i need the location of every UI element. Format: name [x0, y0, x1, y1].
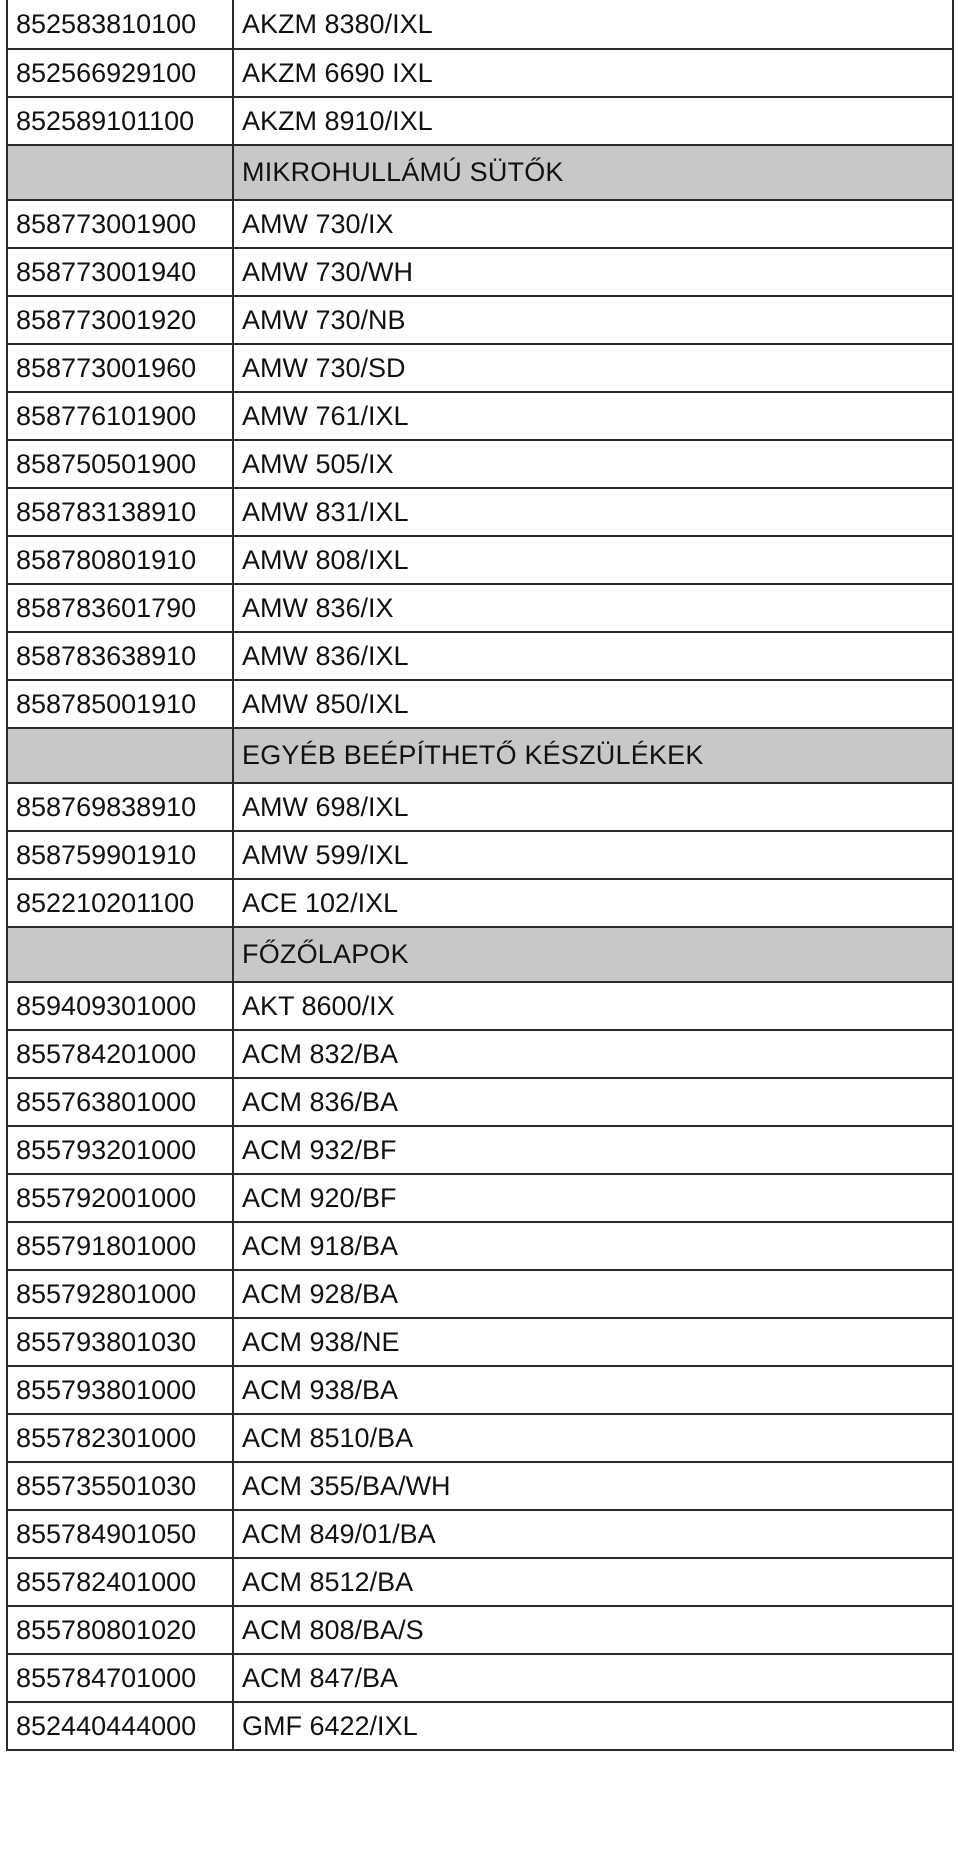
product-code-cell: 855780801020 — [7, 1606, 233, 1654]
model-name-cell: ACM 920/BF — [233, 1174, 953, 1222]
section-code-cell — [7, 145, 233, 200]
product-code-cell: 852210201100 — [7, 879, 233, 927]
model-name-cell: AMW 850/IXL — [233, 680, 953, 728]
product-code-cell: 855735501030 — [7, 1462, 233, 1510]
model-name-cell: ACM 847/BA — [233, 1654, 953, 1702]
model-name-cell: AMW 836/IXL — [233, 632, 953, 680]
table-row — [7, 1318, 953, 1366]
product-code-cell: 858783601790 — [7, 584, 233, 632]
model-name-cell: ACM 849/01/BA — [233, 1510, 953, 1558]
product-code-cell: 855793801000 — [7, 1366, 233, 1414]
table-row — [7, 879, 953, 927]
model-name-cell: AKZM 8910/IXL — [233, 97, 953, 145]
table-row — [7, 0, 953, 49]
parts-list-sheet — [6, 0, 952, 1751]
model-name-cell: GMF 6422/IXL — [233, 1702, 953, 1750]
product-code-cell: 855792801000 — [7, 1270, 233, 1318]
product-code-cell: 858769838910 — [7, 783, 233, 831]
product-code-cell: 855791801000 — [7, 1222, 233, 1270]
model-name-cell: ACM 832/BA — [233, 1030, 953, 1078]
product-code-cell: 852589101100 — [7, 97, 233, 145]
model-name-cell: AMW 730/IX — [233, 200, 953, 248]
section-code-cell — [7, 728, 233, 783]
product-code-cell: 858773001940 — [7, 248, 233, 296]
model-name-cell: AKZM 6690 IXL — [233, 49, 953, 97]
table-row — [7, 1174, 953, 1222]
parts-table — [6, 0, 954, 1751]
table-row — [7, 1414, 953, 1462]
product-code-cell: 858783138910 — [7, 488, 233, 536]
table-row — [7, 296, 953, 344]
section-title: MIKROHULLÁMÚ SÜTŐK — [233, 145, 953, 200]
product-code-cell: 855763801000 — [7, 1078, 233, 1126]
section-header-row — [7, 145, 953, 200]
table-row — [7, 680, 953, 728]
product-code-cell: 855784701000 — [7, 1654, 233, 1702]
table-row — [7, 49, 953, 97]
table-row — [7, 488, 953, 536]
table-row — [7, 1078, 953, 1126]
table-row — [7, 1366, 953, 1414]
model-name-cell: ACM 918/BA — [233, 1222, 953, 1270]
model-name-cell: ACM 836/BA — [233, 1078, 953, 1126]
model-name-cell: ACM 938/NE — [233, 1318, 953, 1366]
product-code-cell: 858780801910 — [7, 536, 233, 584]
model-name-cell: ACM 355/BA/WH — [233, 1462, 953, 1510]
model-name-cell: AMW 730/SD — [233, 344, 953, 392]
table-row — [7, 1654, 953, 1702]
model-name-cell: ACM 932/BF — [233, 1126, 953, 1174]
model-name-cell: ACM 938/BA — [233, 1366, 953, 1414]
table-row — [7, 1558, 953, 1606]
table-row — [7, 584, 953, 632]
product-code-cell: 858785001910 — [7, 680, 233, 728]
product-code-cell: 852440444000 — [7, 1702, 233, 1750]
product-code-cell: 858773001920 — [7, 296, 233, 344]
section-title: FŐZŐLAPOK — [233, 927, 953, 982]
product-code-cell: 855784901050 — [7, 1510, 233, 1558]
product-code-cell: 855782301000 — [7, 1414, 233, 1462]
model-name-cell: AKZM 8380/IXL — [233, 0, 953, 49]
table-row — [7, 344, 953, 392]
model-name-cell: AKT 8600/IX — [233, 982, 953, 1030]
table-row — [7, 1126, 953, 1174]
table-row — [7, 248, 953, 296]
table-row — [7, 97, 953, 145]
parts-table-body — [7, 0, 953, 1750]
product-code-cell: 855784201000 — [7, 1030, 233, 1078]
table-row — [7, 536, 953, 584]
product-code-cell: 858773001960 — [7, 344, 233, 392]
section-header-row — [7, 927, 953, 982]
table-row — [7, 632, 953, 680]
section-header-row — [7, 728, 953, 783]
model-name-cell: ACM 928/BA — [233, 1270, 953, 1318]
product-code-cell: 855782401000 — [7, 1558, 233, 1606]
table-row — [7, 982, 953, 1030]
product-code-cell: 858783638910 — [7, 632, 233, 680]
table-row — [7, 783, 953, 831]
product-code-cell: 852566929100 — [7, 49, 233, 97]
table-row — [7, 392, 953, 440]
section-code-cell — [7, 927, 233, 982]
model-name-cell: AMW 730/NB — [233, 296, 953, 344]
model-name-cell: AMW 808/IXL — [233, 536, 953, 584]
product-code-cell: 855793801030 — [7, 1318, 233, 1366]
product-code-cell: 852583810100 — [7, 0, 233, 49]
table-row — [7, 831, 953, 879]
model-name-cell: AMW 730/WH — [233, 248, 953, 296]
table-row — [7, 1462, 953, 1510]
product-code-cell: 855792001000 — [7, 1174, 233, 1222]
model-name-cell: ACM 8512/BA — [233, 1558, 953, 1606]
model-name-cell: AMW 836/IX — [233, 584, 953, 632]
model-name-cell: ACE 102/IXL — [233, 879, 953, 927]
model-name-cell: AMW 505/IX — [233, 440, 953, 488]
section-title: EGYÉB BEÉPÍTHETŐ KÉSZÜLÉKEK — [233, 728, 953, 783]
table-row — [7, 1222, 953, 1270]
table-row — [7, 1702, 953, 1750]
model-name-cell: AMW 599/IXL — [233, 831, 953, 879]
table-row — [7, 200, 953, 248]
model-name-cell: ACM 808/BA/S — [233, 1606, 953, 1654]
table-row — [7, 1030, 953, 1078]
product-code-cell: 859409301000 — [7, 982, 233, 1030]
table-row — [7, 440, 953, 488]
table-row — [7, 1510, 953, 1558]
product-code-cell: 858773001900 — [7, 200, 233, 248]
product-code-cell: 858759901910 — [7, 831, 233, 879]
product-code-cell: 858750501900 — [7, 440, 233, 488]
model-name-cell: ACM 8510/BA — [233, 1414, 953, 1462]
model-name-cell: AMW 698/IXL — [233, 783, 953, 831]
product-code-cell: 858776101900 — [7, 392, 233, 440]
table-row — [7, 1606, 953, 1654]
model-name-cell: AMW 761/IXL — [233, 392, 953, 440]
product-code-cell: 855793201000 — [7, 1126, 233, 1174]
table-row — [7, 1270, 953, 1318]
model-name-cell: AMW 831/IXL — [233, 488, 953, 536]
